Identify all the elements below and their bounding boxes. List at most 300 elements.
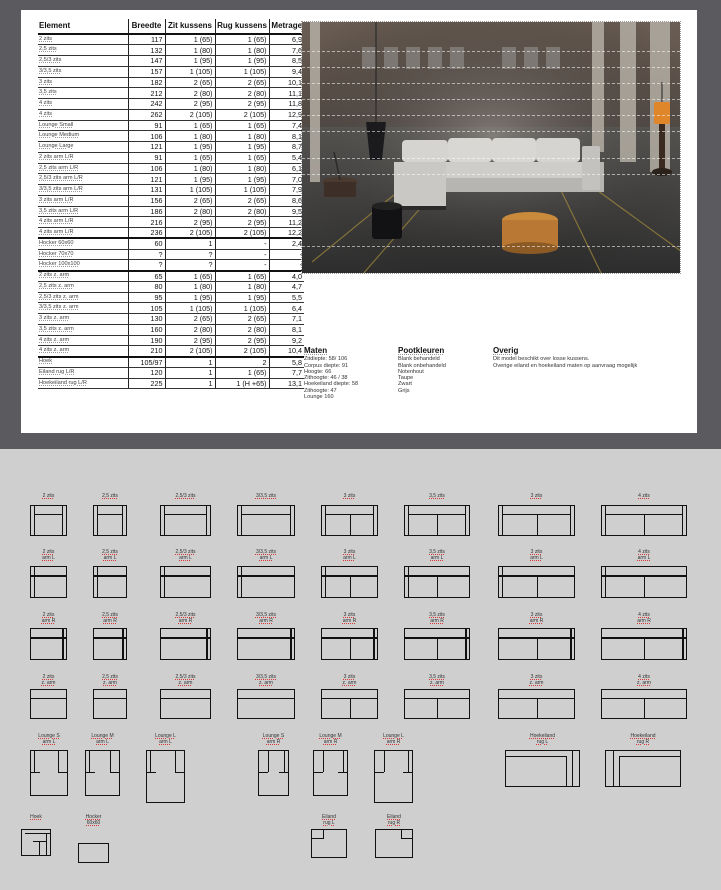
cell-breedte: 236 [128,228,165,239]
cell-element: 3/3,5 zits arm L/R [38,185,128,196]
element-label: arm L [96,739,109,745]
drawing-line [237,575,295,577]
cell-metrage: 7,6 [269,45,304,56]
element-drawing [597,613,691,662]
drawing-outline [160,628,211,660]
cell-breedte: 117 [128,34,165,45]
element-label: 2,5/3 zits [175,493,196,499]
element-label: 2,5 zits [102,674,118,680]
cell-element: 2 zits z. arm [38,271,128,282]
element-drawing [317,494,382,538]
table-row [38,88,304,99]
element-drawing [400,675,474,721]
drawing-line [39,841,40,856]
drawing-line [323,750,324,772]
cell-element: 2,5/3 zits [38,56,128,67]
element-label: 2,5 zits [102,612,118,618]
cell-zit: 2 (105) [165,109,215,120]
drawing-outline [311,829,347,858]
cell-breedte: 106 [128,163,165,174]
element-drawing [17,815,55,858]
drawing-line [570,505,571,536]
cell-zit: 2 (65) [165,314,215,325]
cell-rug: 2 (80) [215,206,269,217]
cell-rug: 1 (80) [215,163,269,174]
element-label: arm L [179,555,192,561]
drawing-line [605,566,606,598]
element-label: z. arm [529,680,544,686]
cell-metrage: 8,1 [269,324,304,335]
cell-rug: 2 (65) [215,77,269,88]
drawing-line [58,750,59,772]
element-label: arm L [159,739,172,745]
element-label: z. arm [41,680,56,686]
element-drawing [74,815,113,851]
element-label: rug L [536,739,549,745]
drawing-line [62,628,64,660]
cell-breedte: 130 [128,314,165,325]
table-row [38,249,304,260]
cell-rug: 1 (65) [215,152,269,163]
drawing-line [206,628,208,660]
drawing-line [237,637,295,639]
cell-element: 4 zits z. arm [38,346,128,357]
element-drawing [89,675,131,721]
element-label: 3,5 zits [429,549,445,555]
element-label: arm R [323,739,338,745]
cell-rug: 1 (95) [215,174,269,185]
drawing-line [537,514,538,536]
cell-breedte: 262 [128,109,165,120]
element-label: 4 zits [638,549,650,555]
cell-zit: ? [165,249,215,260]
cell-zit: 1 (105) [165,66,215,77]
element-drawing [597,550,691,600]
drawing-line [164,505,165,536]
cell-element: 2,5 zits [38,45,128,56]
drawing-line [279,772,289,773]
drawing-outline [30,750,68,796]
element-label: 2 zits [42,549,55,555]
drawing-outline [237,628,295,660]
cell-zit: 1 (95) [165,174,215,185]
cell-zit: 1 (80) [165,131,215,142]
cell-zit: 1 [165,238,215,249]
cell-zit: 1 (65) [165,120,215,131]
element-label: z. arm [103,680,117,686]
drawing-line [175,750,176,772]
cell-element: Hocker 70x70 [38,249,128,260]
drawing-line [34,505,35,536]
drawing-line [537,637,538,660]
cell-breedte: ? [128,260,165,271]
table-row [38,238,304,249]
drawing-line [323,829,324,839]
drawing-line [613,750,614,787]
element-drawing [81,734,124,798]
element-label: Hoekeiland [630,733,656,739]
drawing-line [437,698,438,719]
cell-metrage: 7,7 [269,367,304,378]
cell-zit: 1 [165,378,215,389]
cell-rug: 2 (80) [215,88,269,99]
drawing-outline [237,689,295,719]
col-metrage: Metrage [269,19,304,34]
element-label: 60x60 [86,820,101,826]
maten-line: Corpus diepte: 91 [304,362,349,369]
maten-line: Hoekeiland diepte: 58 [304,381,359,388]
cell-zit: 1 (95) [165,142,215,153]
drawing-line [350,698,351,719]
cell-rug: 2 (65) [215,314,269,325]
cell-zit: 1 (65) [165,271,215,282]
cell-element: 3,5 zits arm L/R [38,206,128,217]
drawing-line [401,838,413,839]
drawing-line [537,698,538,719]
drawing-line [373,505,374,536]
drawing-line [566,756,567,787]
cell-element: 3/3,5 zits z. arm [38,303,128,314]
drawing-outline [160,689,211,719]
drawing-line [401,829,402,839]
drawing-line [164,566,165,598]
element-drawing [89,550,131,600]
element-label: 3,5 zits [429,493,445,499]
cell-element: 2 zits arm L/R [38,152,128,163]
cell-metrage: 7,0 [269,174,304,185]
drawing-line [343,750,344,772]
drawing-line [33,841,47,842]
pootkleuren-line: Taupe [398,375,414,382]
col-element: Element [38,19,128,34]
cell-zit: 1 (80) [165,163,215,174]
cell-metrage: - [269,249,304,260]
cell-metrage: 8,1 [269,131,304,142]
cell-rug: 1 (105) [215,66,269,77]
drawing-line [97,505,98,536]
drawing-line [537,575,538,598]
cell-rug: 1 (65) [215,34,269,45]
table-row [38,163,304,174]
element-label: z. arm [259,680,273,686]
element-label: 3,5 zits [429,612,445,618]
element-label: arm R [178,618,193,624]
element-drawing [400,550,474,600]
cell-breedte: 210 [128,346,165,357]
element-drawing [156,494,215,538]
drawing-outline [160,566,211,598]
cell-element: 2,5 zits arm L/R [38,163,128,174]
drawing-line [62,505,63,536]
col-zit-kussens: Zit kussens [165,19,215,34]
cell-breedte: 156 [128,195,165,206]
drawing-line [373,628,375,660]
element-drawing [597,675,691,721]
cell-zit: 2 (105) [165,346,215,357]
cell-metrage: 9,2 [269,335,304,346]
table-row [38,357,304,368]
element-label: 2 zits [42,493,55,499]
cell-metrage: 9,4 [269,66,304,77]
element-drawing [317,675,382,721]
cell-rug: 2 (95) [215,335,269,346]
table-row [38,34,304,45]
cell-zit: 1 (65) [165,152,215,163]
drawing-line [34,514,63,515]
table-row [38,99,304,110]
element-label: 3 zits [530,549,543,555]
element-label: arm R [259,618,273,624]
cell-metrage: 11,8 [269,99,304,110]
cell-element: 2,5/3 zits z. arm [38,292,128,303]
spec-table [38,19,304,389]
element-drawing [370,734,417,805]
cell-metrage: 6,4 [269,303,304,314]
drawing-line [284,750,285,772]
cell-rug: 2 (95) [215,99,269,110]
cell-element: 3,5 zits [38,88,128,99]
drawing-line [206,505,207,536]
element-label: rug R [387,820,401,826]
pootkleuren-line: Zwart [398,381,412,388]
cell-breedte: 190 [128,335,165,346]
cell-metrage: 13,1 [269,378,304,389]
col-breedte: Breedte [128,19,165,34]
drawing-line [605,505,606,536]
element-drawing [156,613,215,662]
overig-title: Overig [493,346,519,355]
cell-element: Lounge Small [38,120,128,131]
element-label: rug R [636,739,650,745]
drawing-line [110,750,111,772]
table-row [38,314,304,325]
drawing-line [290,505,291,536]
element-drawing [494,494,579,538]
table-row [38,217,304,228]
element-label: 3/3,5 zits [255,549,276,555]
cell-metrage: 11,1 [269,88,304,99]
drawing-line [58,772,68,773]
element-label: 3,5 zits [429,674,445,680]
drawing-line [437,575,438,598]
cell-metrage: 6,1 [269,163,304,174]
cell-rug: - [215,249,269,260]
maten-line: Hoogte: 66 [304,368,332,375]
drawing-line [34,566,35,598]
cell-metrage: 8,5 [269,56,304,67]
element-label: 3 zits [530,493,543,499]
drawing-outline [237,566,295,598]
col-rug-kussens: Rug kussens [215,19,269,34]
element-drawing [307,815,351,860]
drawing-line [408,505,409,536]
drawing-line [682,505,683,536]
cell-zit: 2 (95) [165,217,215,228]
element-label: 3/3,5 zits [255,493,276,499]
pootkleuren-line: Blank onbehandeld [398,362,446,369]
cell-element: 4 zits arm L/R [38,228,128,239]
cell-breedte: 65 [128,271,165,282]
drawing-line [258,772,268,773]
cell-breedte: 132 [128,45,165,56]
element-drawing [26,550,71,600]
drawing-line [25,833,51,834]
maten-line: Lounge 160 [304,394,334,401]
cell-breedte: 182 [128,77,165,88]
element-drawing [233,675,299,721]
element-drawing [309,734,352,798]
drawing-line [146,772,156,773]
cell-zit: 2 (95) [165,335,215,346]
cell-metrage: 7,1 [269,314,304,325]
drawing-line [93,637,127,639]
pootkleuren-title: Pootkleuren [398,346,445,355]
drawing-line [644,575,645,598]
drawing-outline [146,750,185,803]
cell-element: 3/3,5 zits [38,66,128,77]
element-drawing [601,734,685,789]
table-row [38,174,304,185]
element-label: 3 zits [530,674,543,680]
table-row [38,56,304,67]
cell-rug: 2 (105) [215,109,269,120]
cell-breedte: 91 [128,152,165,163]
cell-metrage: 10,1 [269,77,304,88]
cell-element: 3 zits arm L/R [38,195,128,206]
element-label: arm R [103,618,117,624]
cell-zit: 1 (105) [165,303,215,314]
cell-metrage: 11,2 [269,217,304,228]
cell-rug: 1 (105) [215,303,269,314]
drawing-line [30,637,67,639]
cell-breedte: 147 [128,56,165,67]
drawing-outline [160,505,211,536]
drawing-line [465,505,466,536]
cell-zit: 2 (105) [165,228,215,239]
cell-element: 4 zits [38,99,128,110]
cell-zit: 2 (80) [165,324,215,335]
element-label: arm R [386,739,401,745]
cell-zit: 1 (65) [165,34,215,45]
element-label: Lounge S [38,733,60,739]
cell-metrage: 10,4 [269,346,304,357]
drawing-line [34,750,35,772]
drawing-line [505,756,566,757]
cell-metrage: 5,8 [269,357,304,368]
drawing-line [350,637,351,660]
maten-line: Zithoogte: 47 [304,387,337,394]
drawing-line [311,838,323,839]
cell-metrage: 9,5 [269,206,304,217]
drawing-line [237,698,295,699]
table-row [38,131,304,142]
drawing-line [350,575,351,598]
element-label: 3 zits [530,612,543,618]
drawing-line [350,514,351,536]
drawing-line [30,772,40,773]
cell-element: 4 zits [38,109,128,120]
cell-metrage: 4,0 [269,271,304,282]
drawing-line [644,698,645,719]
cell-zit: 2 (80) [165,206,215,217]
drawing-line [374,772,384,773]
element-drawing [26,613,71,662]
element-label: Lounge L [155,733,176,739]
cell-metrage: - [269,260,304,271]
element-drawing [501,734,584,789]
cell-zit: ? [165,260,215,271]
cell-rug: 1 (80) [215,281,269,292]
cell-rug: 2 [215,357,269,368]
drawing-line [160,575,211,577]
element-label: arm L [530,555,543,561]
cell-metrage: 7,4 [269,120,304,131]
drawing-outline [93,566,127,598]
cell-rug: 1 (95) [215,292,269,303]
cell-rug: 2 (65) [215,195,269,206]
drawing-line [619,756,620,787]
drawing-line [502,505,503,536]
cell-zit: 2 (80) [165,88,215,99]
drawing-line [30,575,67,577]
cell-metrage: 2,4 [269,238,304,249]
drawing-outline [78,843,109,863]
element-label: Hoek [30,814,42,820]
drawing-line [97,514,123,515]
element-label: Eiland [387,814,401,820]
cell-element: 3,5 zits z. arm [38,324,128,335]
drawing-line [110,772,120,773]
cell-element: Hocker 60x60 [38,238,128,249]
drawing-line [338,772,348,773]
cell-breedte: 120 [128,367,165,378]
table-row [38,303,304,314]
drawing-line [89,750,90,772]
table-row [38,335,304,346]
element-label: 3 zits [343,493,356,499]
element-label: arm R [41,618,56,624]
info-overig [493,348,637,369]
cell-breedte: 80 [128,281,165,292]
element-label: Hoekeiland [529,733,556,739]
element-label: 4 zits [638,612,650,618]
cell-breedte: 242 [128,99,165,110]
drawing-line [46,833,47,856]
drawing-line [502,566,503,598]
element-label: arm L [103,555,117,561]
element-label: 2,5/3 zits [175,674,196,680]
drawing-outline [237,505,295,536]
element-drawing [89,494,131,538]
drawing-line [175,772,185,773]
element-label: 2,5/3 zits [175,549,196,555]
table-row [38,346,304,357]
element-drawing [317,550,382,600]
cell-breedte: 225 [128,378,165,389]
element-label: 2,5 zits [102,549,118,555]
cell-element: Hoek [38,357,128,368]
table-row [38,271,304,282]
cell-element: Hocker 100x100 [38,260,128,271]
cell-rug: 1 (80) [215,131,269,142]
element-label: 3 zits [343,674,356,680]
cell-element: 4 zits z. arm [38,335,128,346]
cell-breedte: 212 [128,88,165,99]
element-label: arm R [529,618,544,624]
element-drawing [317,613,382,662]
element-label: Lounge S [262,733,285,739]
drawing-line [93,575,127,577]
